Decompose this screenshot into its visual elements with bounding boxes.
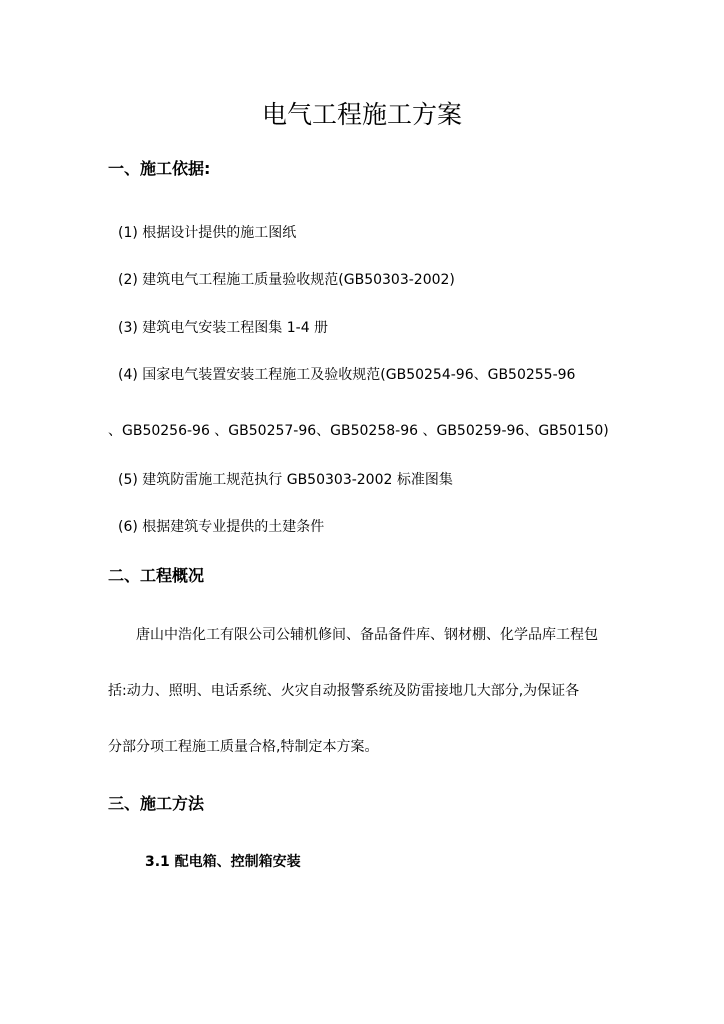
list-item: (6) 根据建筑专业提供的土建条件 xyxy=(118,519,325,535)
list-item: (4) 国家电气装置安装工程施工及验收规范(GB50254-96、GB50255-96 xyxy=(118,367,576,383)
subsection-heading: 3.1 配电箱、控制箱安装 xyxy=(145,854,301,870)
paragraph-line: 分部分项工程施工质量合格,特制定本方案。 xyxy=(108,739,379,755)
list-item: (5) 建筑防雷施工规范执行 GB50303-2002 标准图集 xyxy=(118,472,453,488)
section-heading-overview: 二、工程概况 xyxy=(108,566,205,585)
paragraph-line: 括:动力、照明、电话系统、火灾自动报警系统及防雷接地几大部分,为保证各 xyxy=(108,683,580,699)
section-heading-basis: 一、施工依据: xyxy=(108,159,211,178)
paragraph-line: 唐山中浩化工有限公司公辅机修间、备品备件库、钢材棚、化学品库工程包 xyxy=(136,627,598,643)
section-heading-method: 三、施工方法 xyxy=(108,794,205,813)
list-item: (1) 根据设计提供的施工图纸 xyxy=(118,225,297,241)
list-item: (3) 建筑电气安装工程图集 1-4 册 xyxy=(118,320,329,336)
list-item-continuation: 、GB50256-96 、GB50257-96、GB50258-96 、GB50259-96、GB50150) xyxy=(108,423,609,439)
document-title: 电气工程施工方案 xyxy=(261,100,462,129)
list-item: (2) 建筑电气工程施工质量验收规范(GB50303-2002) xyxy=(118,272,455,288)
